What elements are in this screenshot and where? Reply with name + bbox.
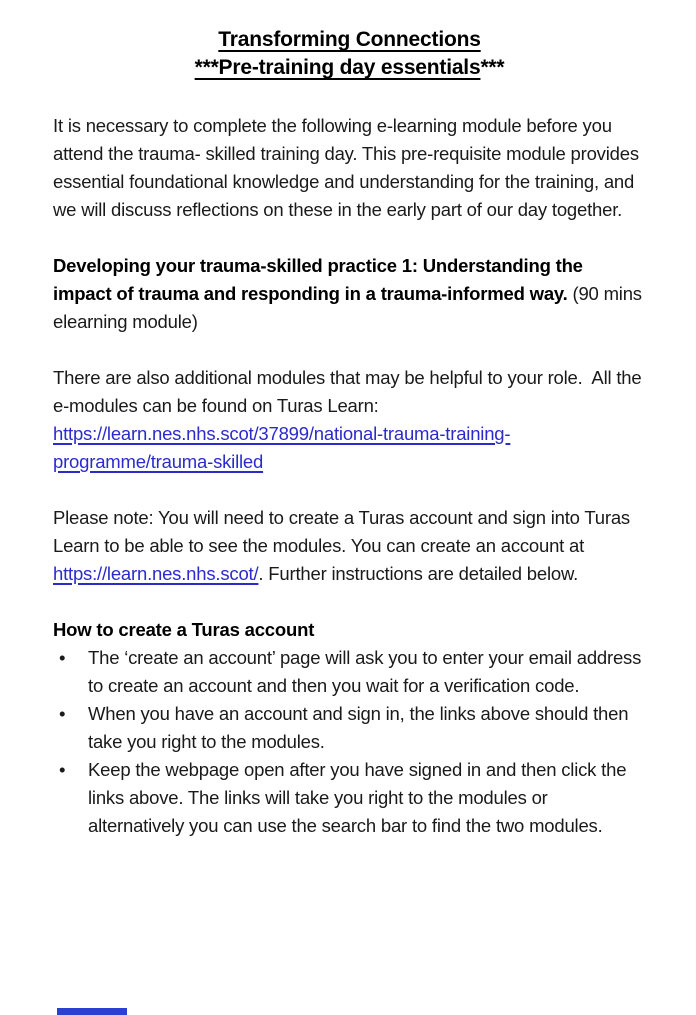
bullet-text: Keep the webpage open after you have signed in and then click the links above. The links will take you right to the modules or alternatively you can use the search bar to find the two modules. [88,759,632,836]
partially-visible-blue-element [57,1008,127,1015]
account-note-paragraph [53,504,646,588]
additional-modules-paragraph [53,364,646,476]
module-title-bold: Developing your trauma-skilled practice 1: Understanding the impact of trauma and responding in a trauma-informed way. [53,255,588,304]
title-line-2-trailing-asterisks: *** [480,56,505,79]
document-title [53,26,646,82]
additional-modules-text: There are also additional modules that may be helpful to your role. All the e-modules can be found on Turas Learn: [53,367,647,416]
module-duration: (90 mins elearning module) [53,283,647,332]
account-note-before-link: Please note: You will need to create a Turas account and sign into Turas Learn to be able to see the modules. You can create an account at [53,507,635,556]
list-item [53,644,646,700]
turas-learn-modules-link[interactable]: https://learn.nes.nhs.scot/37899/national-trauma-training-programme/trauma-skilled [53,423,511,472]
list-item [53,700,646,756]
title-line-2-text: ***Pre-training day essentials [194,56,481,79]
create-account-link[interactable]: https://learn.nes.nhs.scot/ [53,563,259,584]
intro-paragraph: It is necessary to complete the following e-learning module before you attend the trauma- skilled training day. This pre-requisite module provides essential foundational knowledge and understanding for the training, and we will discuss reflections on these in the early part of our day together. [53,115,644,220]
list-item [53,756,646,840]
title-line-1 [53,26,646,54]
bullet-icon: • [59,703,66,724]
bullet-text: When you have an account and sign in, the links above should then take you right to the modules. [88,703,634,752]
module-paragraph [53,252,646,336]
title-line-2 [53,54,646,82]
how-to-heading: How to create a Turas account [53,619,315,640]
bullet-text: The ‘create an account’ page will ask you to enter your email address to create an account and then you wait for a verification code. [88,647,647,696]
bullet-icon: • [59,759,66,780]
account-note-after-link: . Further instructions are detailed below. [258,563,579,584]
how-to-bullet-list [53,644,646,840]
bullet-icon: • [59,647,66,668]
title-line-1-text: Transforming Connections [218,28,481,51]
